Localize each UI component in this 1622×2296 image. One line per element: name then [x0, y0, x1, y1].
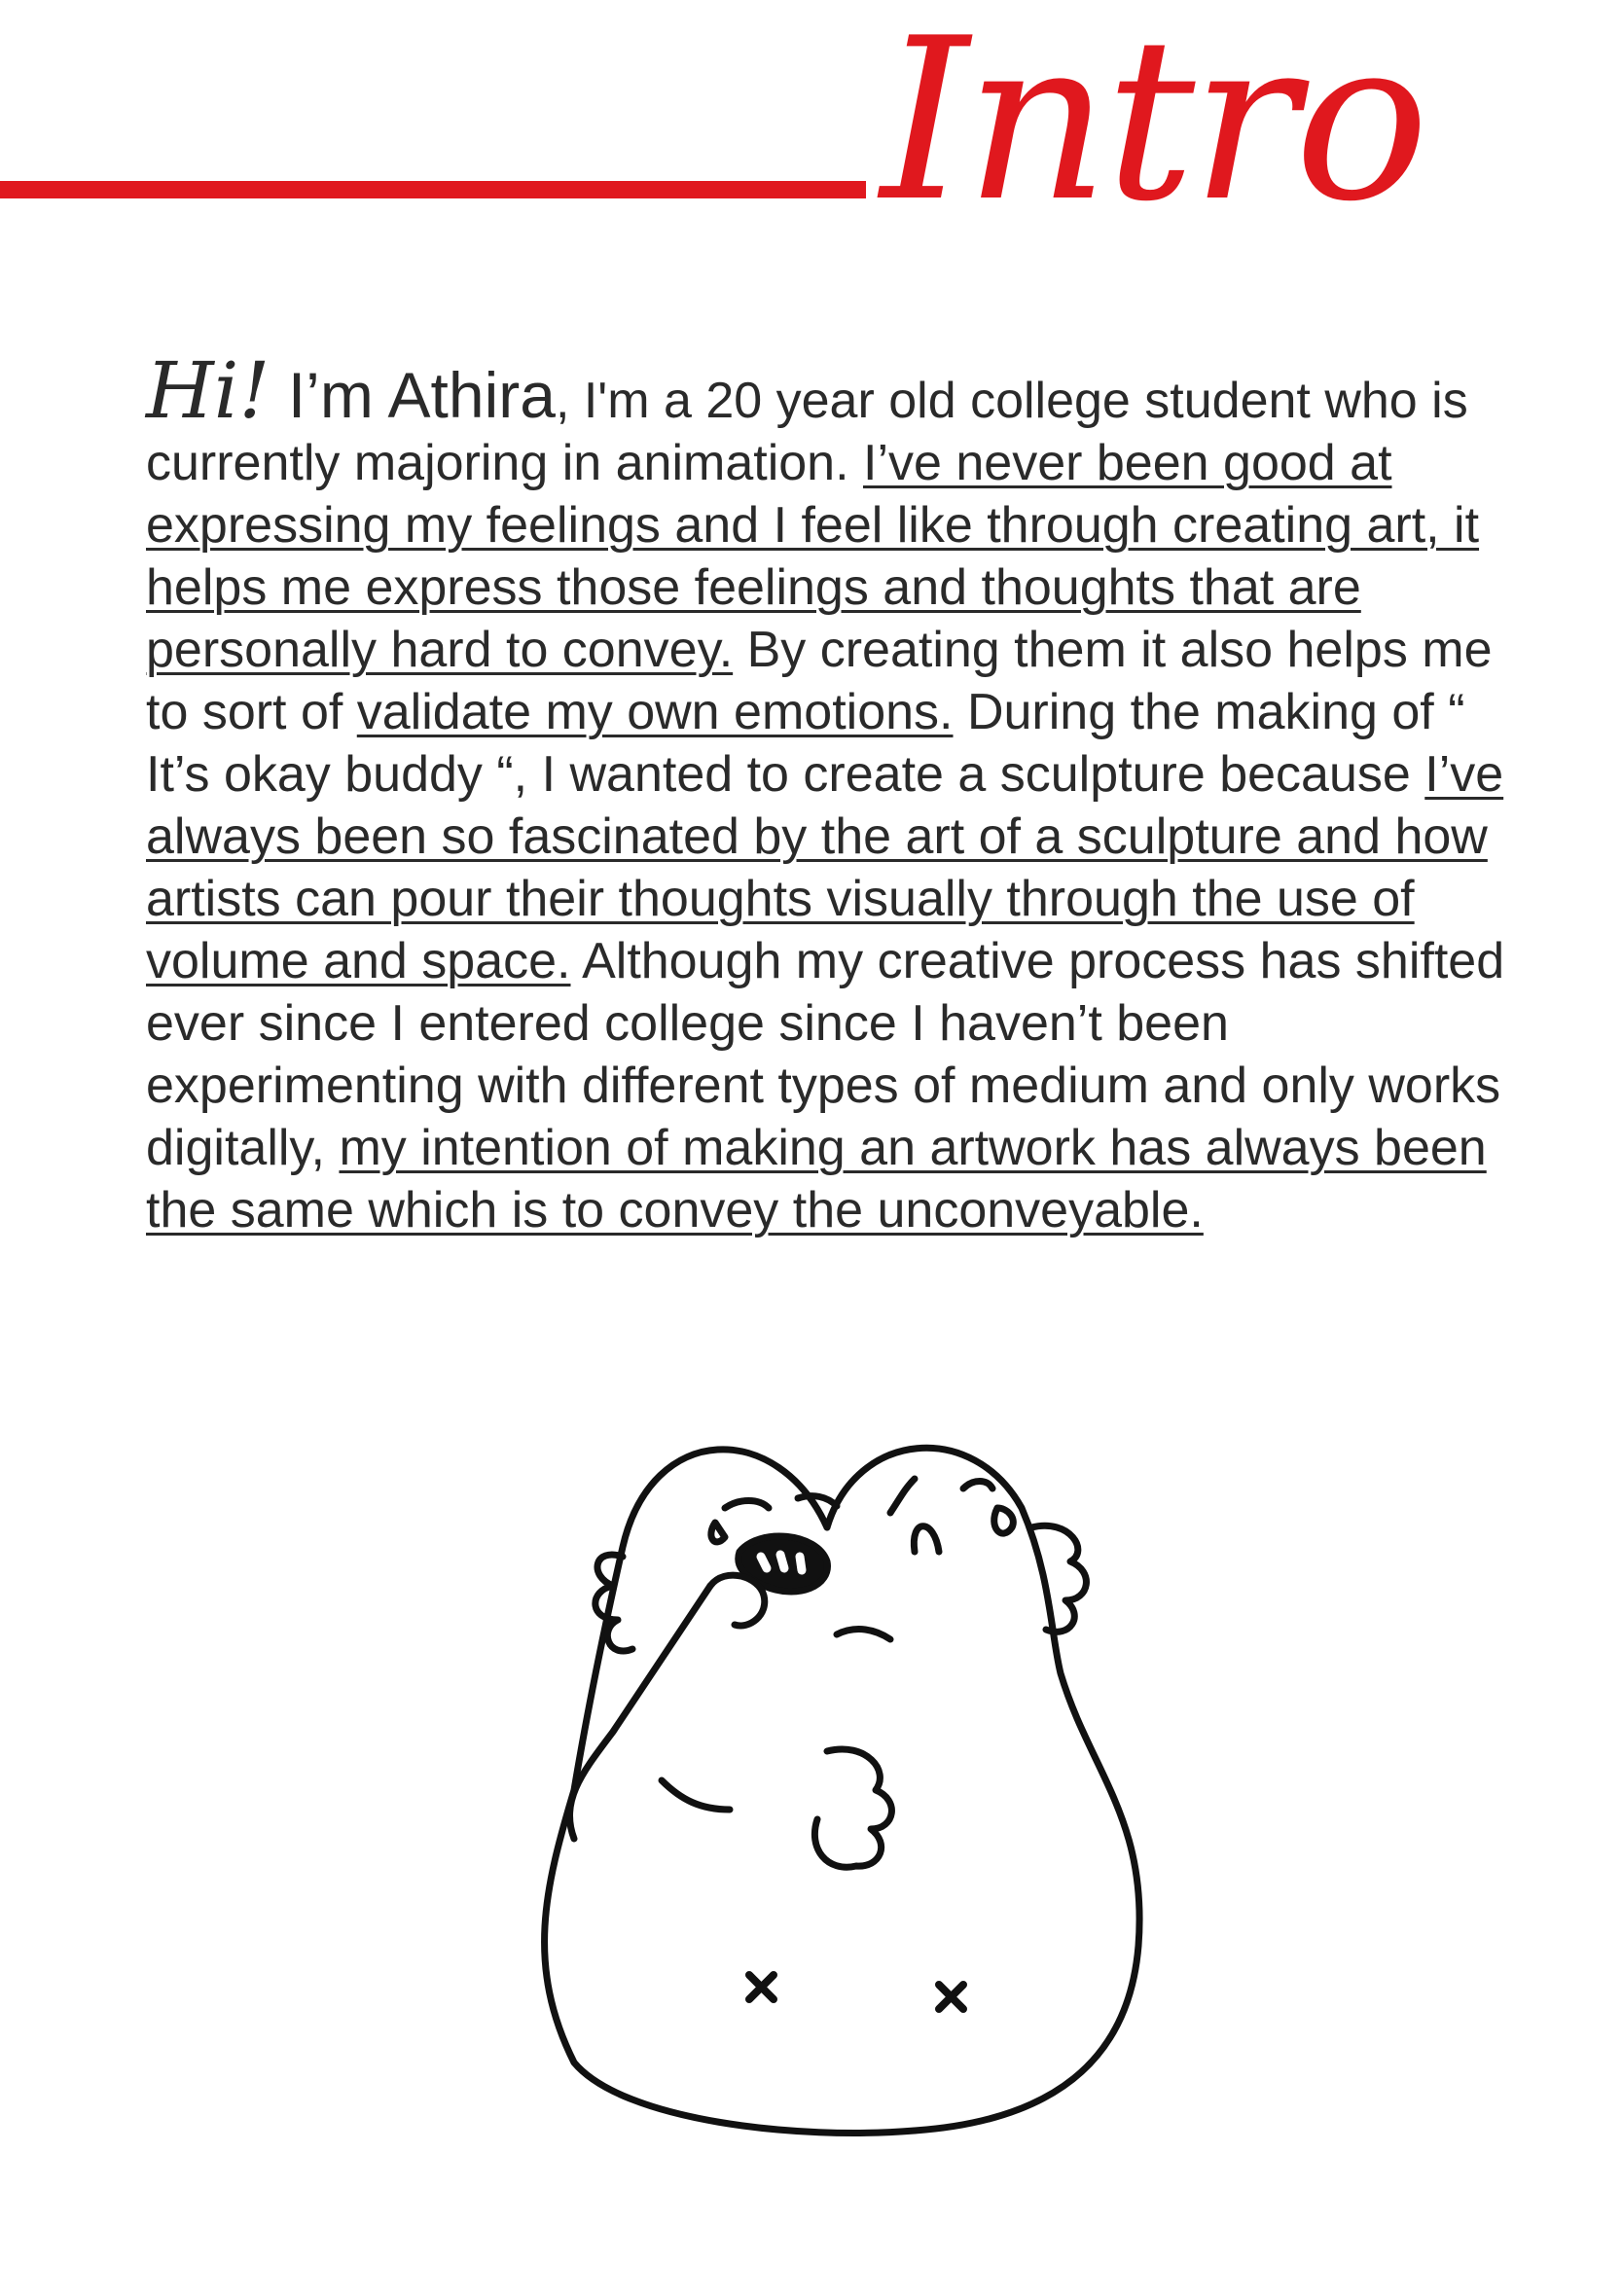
text-phrase: , I'm a 20 year old college student who is currently majoring in animation.	[146, 373, 1468, 491]
text-phrase: Although my creative process has shifted ever since I entered college since I haven’t been experimenting with different types of medium and only works digitally,	[146, 933, 1505, 1176]
underlined-phrase: my intention of making an artwork has always been the same which is to convey the unconveyable.	[146, 1120, 1487, 1238]
text-phrase: By creating them it also helps me to sort of	[146, 622, 1493, 740]
greeting: Hi!	[146, 345, 270, 436]
underlined-phrase: I’ve never been good at expressing my feelings and I feel like through creating art, it helps me express those feelings and thoughts that are personally hard to convey.	[146, 435, 1480, 678]
page-title: Intro	[881, 0, 1425, 251]
hugging-blobs-drawing	[506, 1381, 1498, 2160]
header-rule	[0, 181, 866, 198]
hug-illustration	[506, 1381, 1498, 2160]
page-header	[0, 0, 1622, 272]
underlined-phrase: validate my own emotions.	[356, 684, 954, 740]
underlined-phrase: I’ve always been so fascinated by the art of a sculpture and how artists can pour their thoughts visually through the use of volume and space.	[146, 746, 1504, 989]
text-phrase: During the making of “ It’s okay buddy “, I wanted to create a sculpture because	[146, 684, 1465, 803]
intro-segments	[146, 373, 1504, 1238]
name-phrase: I’m Athira	[270, 359, 556, 431]
intro-paragraph	[146, 345, 1528, 1241]
